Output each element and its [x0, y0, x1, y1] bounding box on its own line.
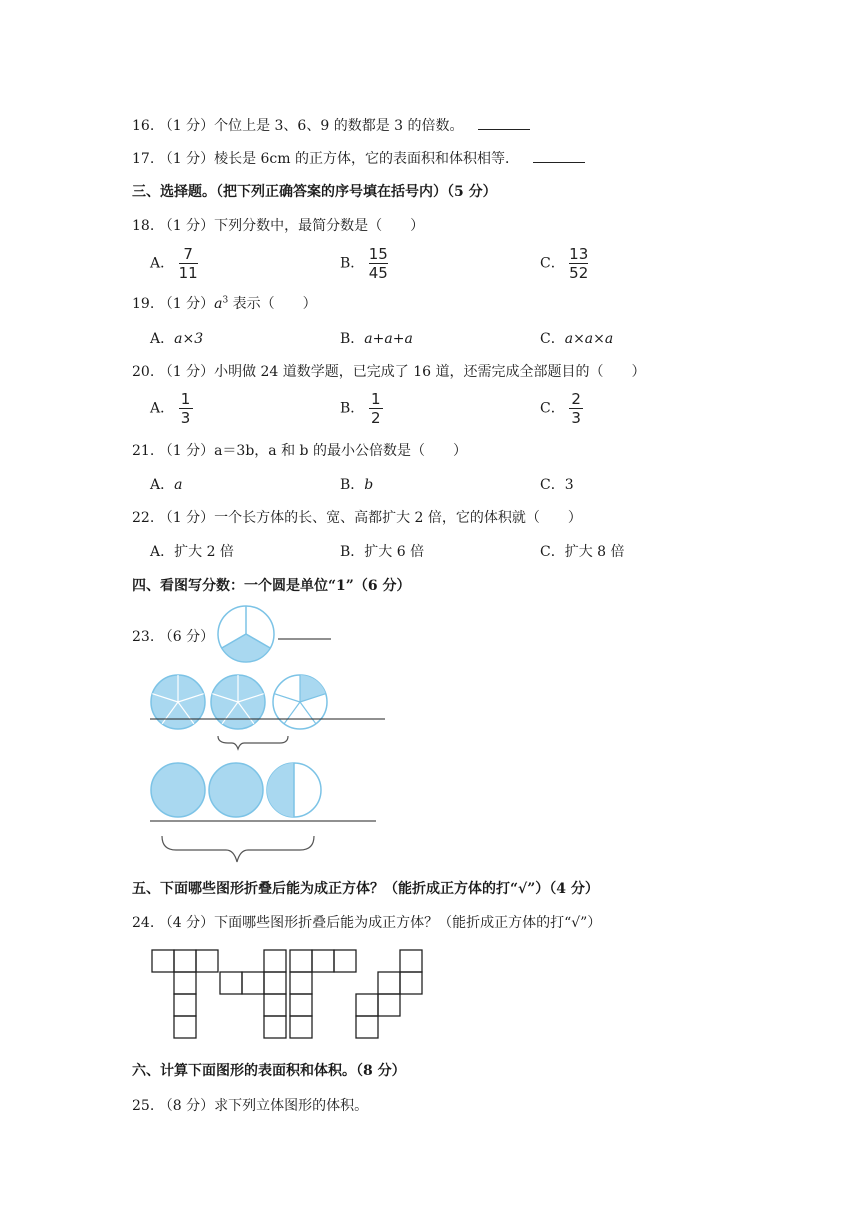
- option-label: B．: [340, 544, 365, 560]
- option-label: A．: [150, 331, 175, 347]
- question-text: （1 分）一个长方体的长、宽、高都扩大 2 倍，它的体积就（ ）: [158, 510, 582, 526]
- question-number: 17.: [132, 151, 155, 167]
- denominator: 11: [178, 264, 198, 282]
- denominator: 52: [569, 264, 589, 282]
- question-17: [132, 148, 585, 168]
- option-label: C．: [540, 400, 565, 417]
- circle-whole-2: [209, 763, 263, 817]
- denominator: 3: [571, 409, 581, 427]
- numerator: 1: [370, 390, 381, 408]
- denominator: 3: [180, 409, 191, 427]
- option-text: 扩大 2 倍: [174, 544, 234, 560]
- question-number: 23.: [132, 629, 155, 645]
- option-label: C．: [540, 331, 565, 347]
- fraction-circles-figure: [140, 600, 400, 870]
- question-20: [132, 361, 646, 381]
- option-b[interactable]: [340, 391, 383, 426]
- option-label: B．: [340, 400, 365, 417]
- option-label: B．: [340, 331, 365, 347]
- question-text: （1 分）a＝3b，a 和 b 的最小公倍数是（ ）: [158, 443, 467, 459]
- option-a[interactable]: [150, 328, 203, 348]
- circle-thirds: [218, 606, 274, 662]
- option-label: A．: [150, 400, 175, 417]
- question-number: 21.: [132, 443, 155, 459]
- circle-whole-1: [151, 763, 205, 817]
- question-21: [132, 440, 467, 460]
- question-text: （6 分）: [158, 629, 215, 645]
- option-label: B．: [340, 255, 365, 272]
- question-text: （1 分）小明做 24 道数学题，已完成了 16 道，还需完成全部题目的（ ）: [158, 364, 646, 380]
- brace: [218, 736, 288, 749]
- brace: [162, 836, 314, 862]
- option-c[interactable]: [540, 474, 574, 494]
- option-text: a+a+a: [364, 331, 413, 347]
- cube-net-1: [152, 950, 218, 1038]
- circle-fifths-full-2: [211, 675, 265, 729]
- variable: a: [214, 296, 223, 312]
- fraction: [179, 391, 193, 426]
- question-number: 19.: [132, 296, 155, 312]
- fraction: [569, 391, 583, 426]
- question-number: 25.: [132, 1098, 155, 1114]
- option-text: 扩大 8 倍: [564, 544, 625, 560]
- option-label: C．: [540, 477, 565, 493]
- cube-net-4: [356, 950, 422, 1038]
- answer-blank[interactable]: [478, 117, 530, 130]
- question-number: 24.: [132, 915, 155, 931]
- numerator: 7: [183, 245, 193, 263]
- numerator: 1: [180, 390, 191, 408]
- option-a[interactable]: [150, 541, 234, 561]
- option-a[interactable]: [150, 246, 198, 281]
- numerator: 2: [571, 390, 581, 408]
- fraction: [369, 391, 383, 426]
- option-text: 扩大 6 倍: [364, 544, 425, 560]
- question-prefix: （1 分）: [158, 296, 215, 312]
- question-text: （1 分）个位上是 3、6、9 的数都是 3 的倍数。: [158, 118, 464, 134]
- option-label: C．: [540, 544, 565, 560]
- fraction: [179, 246, 198, 281]
- option-text: a: [174, 477, 183, 493]
- option-text: b: [364, 477, 374, 493]
- cube-nets-figure: [150, 948, 430, 1040]
- question-text: （1 分）下列分数中，最简分数是（ ）: [158, 218, 425, 234]
- fraction: [369, 246, 388, 281]
- option-text: a×a×a: [564, 331, 614, 347]
- denominator: 2: [370, 409, 381, 427]
- section-6-title: 六、计算下面图形的表面积和体积。（8 分）: [132, 1063, 406, 1079]
- option-label: A．: [150, 477, 175, 493]
- option-b[interactable]: [340, 328, 413, 348]
- option-label: C．: [540, 255, 565, 272]
- circle-fifths-full-1: [151, 675, 205, 729]
- question-18: [132, 215, 424, 235]
- option-text: a×3: [174, 331, 204, 347]
- option-a[interactable]: [150, 391, 193, 426]
- question-number: 18.: [132, 218, 155, 234]
- question-text: （8 分）求下列立体图形的体积。: [158, 1098, 369, 1114]
- denominator: 45: [368, 264, 388, 282]
- option-text: 3: [564, 477, 574, 493]
- circle-halves: [267, 763, 321, 817]
- option-label: A．: [150, 544, 175, 560]
- option-b[interactable]: [340, 246, 388, 281]
- cube-net-3: [290, 950, 356, 1038]
- option-b[interactable]: [340, 541, 424, 561]
- cube-net-2: [220, 950, 286, 1038]
- question-number: 22.: [132, 510, 155, 526]
- section-3-title: 三、选择题。（把下列正确答案的序号填在括号内）（5 分）: [132, 184, 497, 200]
- question-24: [132, 912, 601, 932]
- question-16: [132, 115, 530, 135]
- numerator: 13: [569, 245, 589, 263]
- option-b[interactable]: [340, 474, 373, 494]
- option-c[interactable]: [540, 246, 588, 281]
- option-a[interactable]: [150, 474, 182, 494]
- section-5-title: 五、下面哪些图形折叠后能为成正方体？（能折成正方体的打“√”）（4 分）: [132, 881, 599, 897]
- question-22: [132, 507, 582, 527]
- option-c[interactable]: [540, 391, 583, 426]
- question-25: [132, 1095, 368, 1115]
- numerator: 15: [368, 245, 388, 263]
- question-text: （4 分）下面哪些图形折叠后能为成正方体？（能折成正方体的打“√”）: [158, 915, 602, 931]
- option-label: B．: [340, 477, 365, 493]
- option-c[interactable]: [540, 541, 625, 561]
- option-label: A．: [150, 255, 175, 272]
- section-4-title: 四、看图写分数：一个圆是单位“1”（6 分）: [132, 578, 411, 594]
- question-text: 表示（ ）: [232, 296, 317, 312]
- fraction: [569, 246, 588, 281]
- question-number: 16.: [132, 118, 155, 134]
- question-number: 20.: [132, 364, 155, 380]
- question-19: [132, 293, 317, 313]
- answer-blank[interactable]: [533, 150, 585, 163]
- circle-fifths-partial: [273, 675, 327, 729]
- option-c[interactable]: [540, 328, 613, 348]
- exponent: 3: [222, 295, 229, 306]
- question-text: （1 分）棱长是 6cm 的正方体，它的表面积和体积相等．: [158, 151, 519, 167]
